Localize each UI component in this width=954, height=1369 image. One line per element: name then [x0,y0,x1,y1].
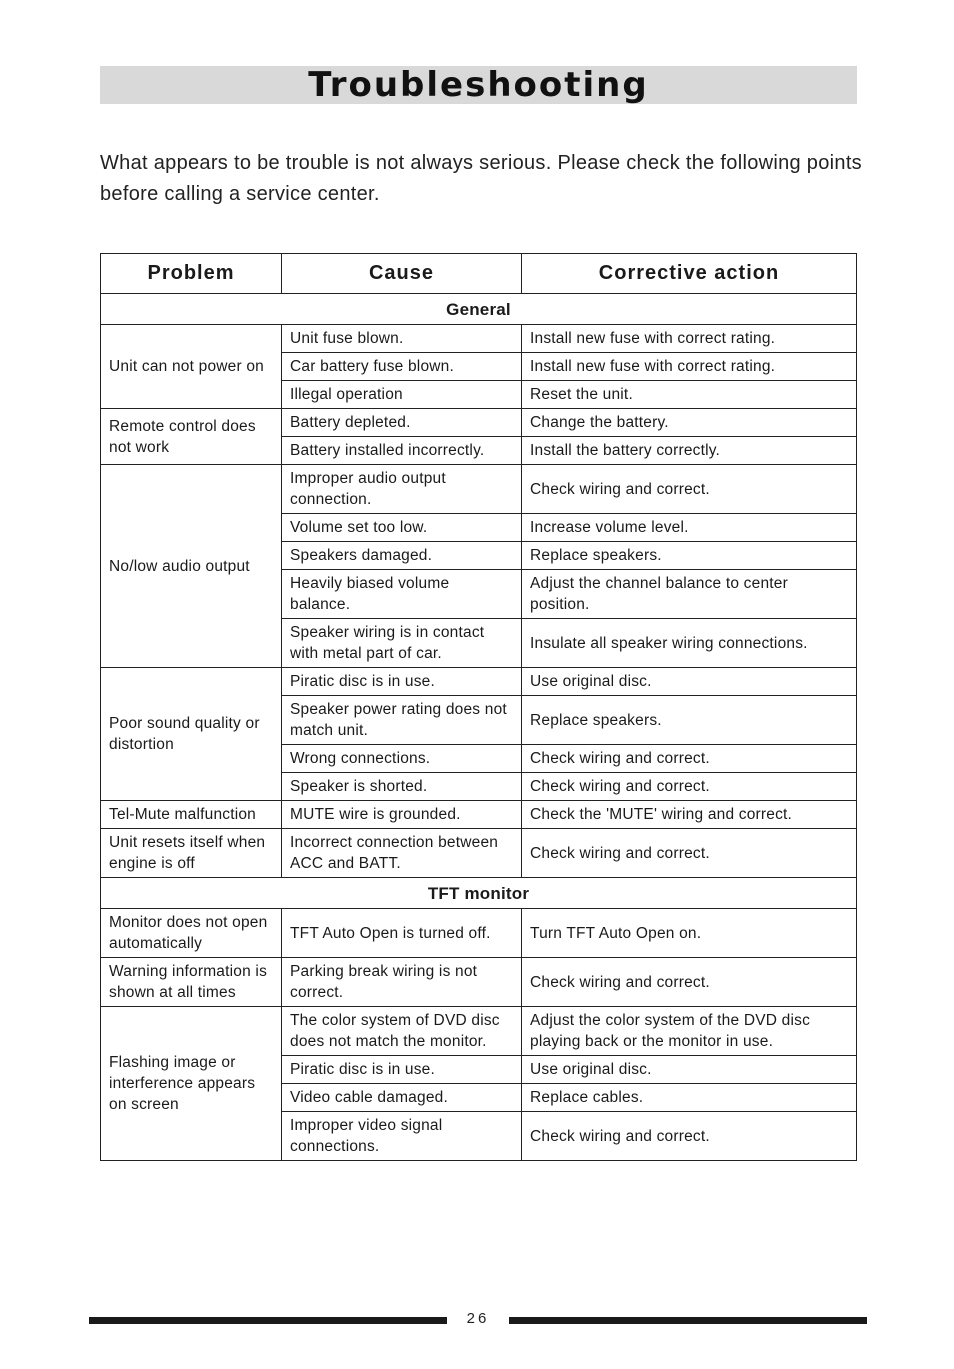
action-cell: Use original disc. [522,1056,857,1084]
problem-cell: Warning information is shown at all times [101,958,282,1007]
table-row [101,829,857,878]
action-cell: Reset the unit. [522,381,857,409]
cause-cell: Heavily biased volume balance. [282,570,522,619]
table-row [101,958,857,1007]
table-row [101,801,857,829]
action-cell: Change the battery. [522,409,857,437]
action-cell: Insulate all speaker wiring connections. [522,619,857,668]
section-row [101,878,857,909]
cause-cell: Speaker power rating does not match unit. [282,696,522,745]
page-number: 26 [466,1310,490,1327]
cause-cell: The color system of DVD disc does not match the monitor. [282,1007,522,1056]
cause-cell: Piratic disc is in use. [282,668,522,696]
cause-cell: Wrong connections. [282,745,522,773]
cause-cell: Parking break wiring is not correct. [282,958,522,1007]
title-bar [100,66,857,104]
problem-cell: Remote control does not work [101,409,282,465]
cause-cell: Video cable damaged. [282,1084,522,1112]
cause-cell: Battery installed incorrectly. [282,437,522,465]
action-cell: Check wiring and correct. [522,829,857,878]
cause-cell: MUTE wire is grounded. [282,801,522,829]
problem-cell: Unit resets itself when engine is off [101,829,282,878]
problem-cell: Monitor does not open automatically [101,909,282,958]
action-cell: Check wiring and correct. [522,1112,857,1161]
column-header: Cause [282,254,522,294]
cause-cell: Battery depleted. [282,409,522,437]
footer-rule-left [89,1317,447,1324]
table-row [101,325,857,353]
table-row [101,409,857,437]
cause-cell: Illegal operation [282,381,522,409]
section-heading: General [101,294,857,325]
problem-cell: Tel-Mute malfunction [101,801,282,829]
problem-cell: Unit can not power on [101,325,282,409]
action-cell: Adjust the color system of the DVD disc playing back or the monitor in use. [522,1007,857,1056]
action-cell: Replace speakers. [522,542,857,570]
action-cell: Check wiring and correct. [522,745,857,773]
action-cell: Check wiring and correct. [522,958,857,1007]
action-cell: Use original disc. [522,668,857,696]
table-row [101,668,857,696]
troubleshooting-table [100,253,857,1161]
cause-cell: Improper video signal connections. [282,1112,522,1161]
table-row [101,465,857,514]
table-row [101,1007,857,1056]
action-cell: Replace cables. [522,1084,857,1112]
cause-cell: Volume set too low. [282,514,522,542]
action-cell: Replace speakers. [522,696,857,745]
action-cell: Check wiring and correct. [522,465,857,514]
footer-rule-right [509,1317,867,1324]
cause-cell: TFT Auto Open is turned off. [282,909,522,958]
problem-cell: Flashing image or interference appears on screen [101,1007,282,1161]
table-row [101,909,857,958]
table-body [101,294,857,1161]
cause-cell: Unit fuse blown. [282,325,522,353]
action-cell: Turn TFT Auto Open on. [522,909,857,958]
action-cell: Adjust the channel balance to center position. [522,570,857,619]
intro-paragraph: What appears to be trouble is not always serious. Please check the following points before calling a service center. [100,152,862,205]
cause-cell: Speaker is shorted. [282,773,522,801]
action-cell: Increase volume level. [522,514,857,542]
action-cell: Check wiring and correct. [522,773,857,801]
cause-cell: Car battery fuse blown. [282,353,522,381]
cause-cell: Improper audio output connection. [282,465,522,514]
problem-cell: No/low audio output [101,465,282,668]
action-cell: Install new fuse with correct rating. [522,353,857,381]
cause-cell: Piratic disc is in use. [282,1056,522,1084]
page-title: Troubleshooting [308,65,649,105]
section-heading: TFT monitor [101,878,857,909]
column-header: Corrective action [522,254,857,294]
cause-cell: Incorrect connection between ACC and BATT. [282,829,522,878]
cause-cell: Speaker wiring is in contact with metal part of car. [282,619,522,668]
section-row [101,294,857,325]
action-cell: Check the 'MUTE' wiring and correct. [522,801,857,829]
problem-cell: Poor sound quality or distortion [101,668,282,801]
action-cell: Install new fuse with correct rating. [522,325,857,353]
table-header-row [101,254,857,294]
action-cell: Install the battery correctly. [522,437,857,465]
cause-cell: Speakers damaged. [282,542,522,570]
column-header: Problem [101,254,282,294]
